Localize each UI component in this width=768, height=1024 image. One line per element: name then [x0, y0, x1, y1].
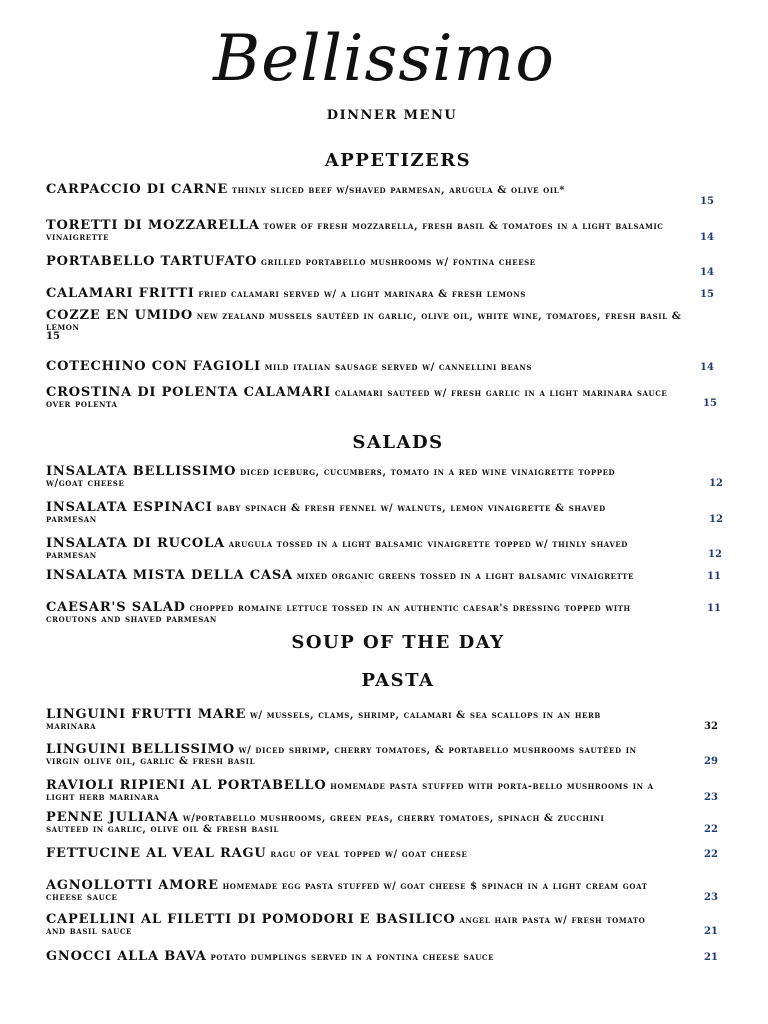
item-price: 11: [707, 571, 721, 582]
item-name: INSALATA BELLISSIMO: [46, 464, 237, 479]
item-desc: homemade pasta stuffed with porta-bello mushrooms in a light herb marinara: [46, 781, 654, 803]
item-name: INSALATA MISTA DELLA CASA: [46, 568, 293, 583]
item-name: RAVIOLI RIPIENI AL PORTABELLO: [46, 778, 327, 793]
menu-item: [46, 220, 726, 243]
item-desc: ragu of veal topped w/ goat cheese: [270, 849, 468, 860]
item-price: 32: [704, 721, 718, 732]
menu-item: [46, 288, 726, 300]
item-desc: grilled portabello mushrooms w/ fontina cheese: [261, 257, 536, 268]
menu-title: DINNER MENU: [326, 108, 458, 123]
item-desc: homemade egg pasta stuffed w/ goat cheese $ spinach in a light cream goat cheese sauce: [46, 881, 648, 903]
menu-item: [46, 880, 656, 903]
item-price: 15: [46, 331, 60, 342]
item-price: 11: [707, 603, 721, 614]
item-price: 22: [704, 849, 718, 860]
menu-item: [46, 310, 686, 333]
item-price: 15: [703, 398, 717, 409]
item-name: COZZE EN UMIDO: [46, 308, 194, 323]
item-price: 12: [708, 549, 722, 560]
menu-item: [46, 812, 636, 835]
menu-item: [46, 387, 676, 410]
item-name: CAESAR'S SALAD: [46, 600, 186, 615]
menu-item: [46, 502, 606, 525]
menu-item: [46, 184, 636, 196]
item-name: COTECHINO CON FAGIOLI: [46, 359, 261, 374]
item-desc: w/portabello mushrooms, green peas, cherry tomatoes, spinach & zucchini sauteed in garlic, olive oil & fresh basil: [46, 813, 605, 835]
item-desc: w/ diced shrimp, cherry tomatoes, & portabello mushrooms sautéed in virgin olive oil, garlic & fresh basil: [46, 745, 637, 767]
item-price: 15: [700, 196, 714, 207]
item-name: CAPELLINI AL FILETTI DI POMODORI E BASILICO: [46, 912, 456, 927]
item-name: PORTABELLO TARTUFATO: [46, 254, 258, 269]
item-price: 12: [709, 514, 723, 525]
menu-item: [46, 848, 726, 860]
section-soup: SOUP OF THE DAY: [291, 632, 505, 653]
section-salads: SALADS: [352, 432, 444, 453]
item-desc: angel hair pasta w/ fresh tomato and basil sauce: [46, 915, 646, 937]
item-name: TORETTI DI MOZZARELLA: [46, 218, 260, 233]
item-desc: diced iceburg, cucumbers, tomato in a red wine vinaigrette topped w/goat cheese: [46, 467, 616, 489]
item-price: 12: [709, 478, 723, 489]
item-price: 22: [704, 824, 718, 835]
item-desc: chopped romaine lettuce tossed in an authentic caesar's dressing topped with croutons and shaved parmesan: [46, 603, 631, 625]
menu-item: [46, 744, 646, 767]
item-name: CROSTINA DI POLENTA CALAMARI: [46, 385, 332, 400]
item-price: 15: [700, 289, 714, 300]
item-name: LINGUINI BELLISSIMO: [46, 742, 235, 757]
item-name: INSALATA ESPINACI: [46, 500, 213, 515]
menu-item: [46, 951, 726, 963]
item-price: 23: [704, 892, 718, 903]
item-name: LINGUINI FRUTTI MARE: [46, 707, 247, 722]
item-desc: mild italian sausage served w/ cannellini beans: [264, 362, 533, 373]
item-desc: new zealand mussels sautéed in garlic, olive oil, white wine, tomatoes, fresh basil & lemon: [46, 311, 682, 333]
menu-item: [46, 709, 606, 732]
item-price: 14: [700, 267, 714, 278]
item-name: CARPACCIO DI CARNE: [46, 182, 229, 197]
menu-item: [46, 570, 636, 582]
item-name: AGNOLLOTTI AMORE: [46, 878, 219, 893]
item-price: 23: [704, 792, 718, 803]
item-desc: mixed organic greens tossed in a light balsamic vinaigrette: [296, 571, 634, 582]
menu-item: [46, 914, 656, 937]
menu-item: [46, 466, 646, 489]
menu-item: [46, 602, 656, 625]
item-name: FETTUCINE AL VEAL RAGU: [46, 846, 267, 861]
item-name: CALAMARI FRITTI: [46, 286, 195, 301]
item-desc: tower of fresh mozzarella, fresh basil & tomatoes in a light balsamic vinaigrette: [46, 221, 664, 243]
section-appetizers: APPETIZERS: [324, 150, 472, 171]
item-price: 21: [704, 926, 718, 937]
item-desc: calamari sauteed w/ fresh garlic in a light marinara sauce over polenta: [46, 388, 668, 410]
restaurant-name: Bellissimo: [213, 22, 555, 96]
item-desc: baby spinach & fresh fennel w/ walnuts, lemon vinaigrette & shaved parmesan: [46, 503, 606, 525]
item-desc: w/ mussels, clams, shrimp, calamari & sea scallops in an herb marinara: [46, 710, 601, 732]
section-pasta: PASTA: [361, 670, 435, 691]
item-name: PENNE JULIANA: [46, 810, 180, 825]
item-desc: fried calamari served w/ a light marinara & fresh lemons: [198, 289, 526, 300]
item-price: 29: [704, 756, 718, 767]
item-price: 14: [700, 232, 714, 243]
item-price: 14: [700, 362, 714, 373]
item-desc: arugula tossed in a light balsamic vinaigrette topped w/ thinly shaved parmesan: [46, 539, 628, 561]
menu-item: [46, 538, 646, 561]
menu-item: [46, 361, 726, 373]
item-name: INSALATA DI RUCOLA: [46, 536, 225, 551]
item-desc: potato dumplings served in a fontina cheese sauce: [210, 952, 495, 963]
item-price: 21: [704, 952, 718, 963]
menu-item: [46, 256, 636, 268]
item-name: GNOCCI ALLA BAVA: [46, 949, 207, 964]
item-desc: thinly sliced beef w/shaved parmesan, arugula & olive oil*: [231, 185, 566, 196]
menu-item: [46, 780, 656, 803]
